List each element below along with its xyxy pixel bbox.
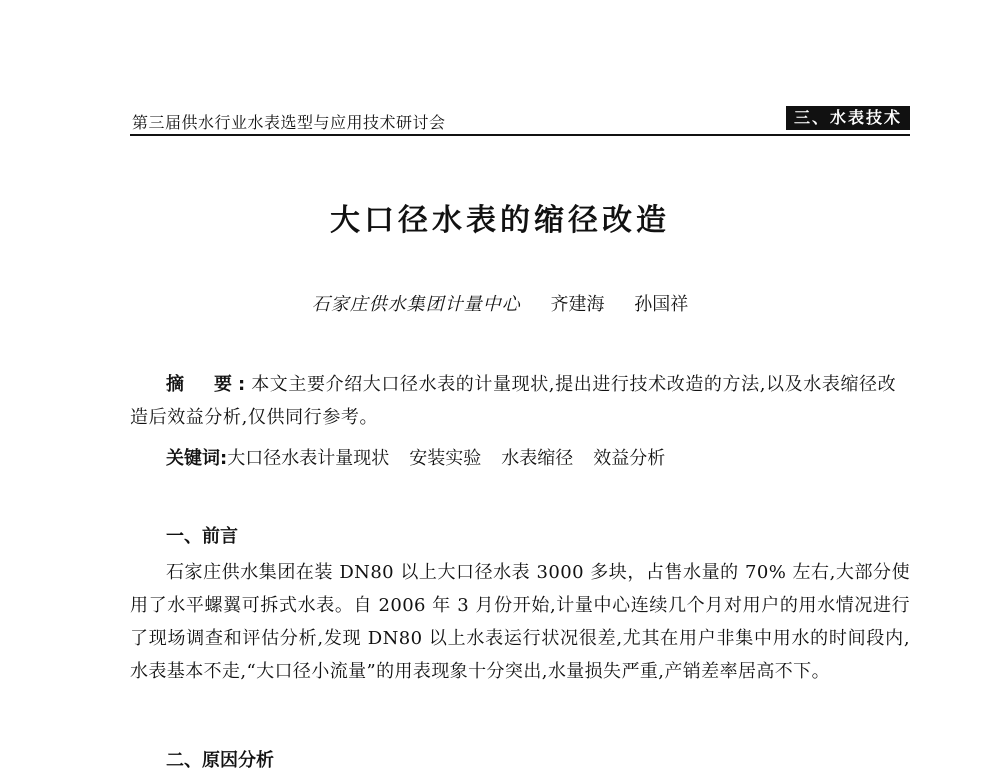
keyword: 安装实验 xyxy=(409,448,482,469)
author-affiliation: 石家庄供水集团计量中心 xyxy=(311,294,521,315)
section-label: 三、水表技术 xyxy=(786,106,910,130)
author-name: 齐建海 xyxy=(550,294,605,315)
abstract-text: 本文主要介绍大口径水表的计量现状,提出进行技术改造的方法,以及水表缩径改造后效益分析,仅供同行参考。 xyxy=(130,374,897,428)
paper-title: 大口径水表的缩径改造 xyxy=(330,203,670,238)
body-paragraph: 石家庄供水集团在装 DN80 以上大口径水表 3000 多块，占售水量的 70% 左右,大部分使用了水平螺翼可拆式水表。自 2006 年 3 月份开始,计量中心连续几个月对用户的用水情况进行了现场调查和评估分析,发现 DN80 以上水表运行状况很差,尤其在用户非集中用水的时间段内,水表基本不走,“大口径小流量”的用表现象十分突出,水量损失严重,产销差率居高不下。 xyxy=(130,562,910,682)
keywords-label: 关键词: xyxy=(166,448,228,469)
abstract xyxy=(130,368,910,434)
byline xyxy=(0,290,1000,316)
conference-name: 第三届供水行业水表选型与应用技术研讨会 xyxy=(132,113,446,132)
keywords xyxy=(130,442,910,475)
section-heading-preface: 一、前言 xyxy=(166,526,238,547)
keyword: 效益分析 xyxy=(593,448,666,469)
preface-body xyxy=(130,556,910,688)
author-name: 孙国祥 xyxy=(634,294,689,315)
keyword: 水表缩径 xyxy=(501,448,574,469)
abstract-label: 摘 要: xyxy=(166,374,252,395)
running-header xyxy=(130,104,910,136)
section-heading-cause-analysis: 二、原因分析 xyxy=(166,750,274,771)
keyword: 大口径水表计量现状 xyxy=(227,448,390,469)
